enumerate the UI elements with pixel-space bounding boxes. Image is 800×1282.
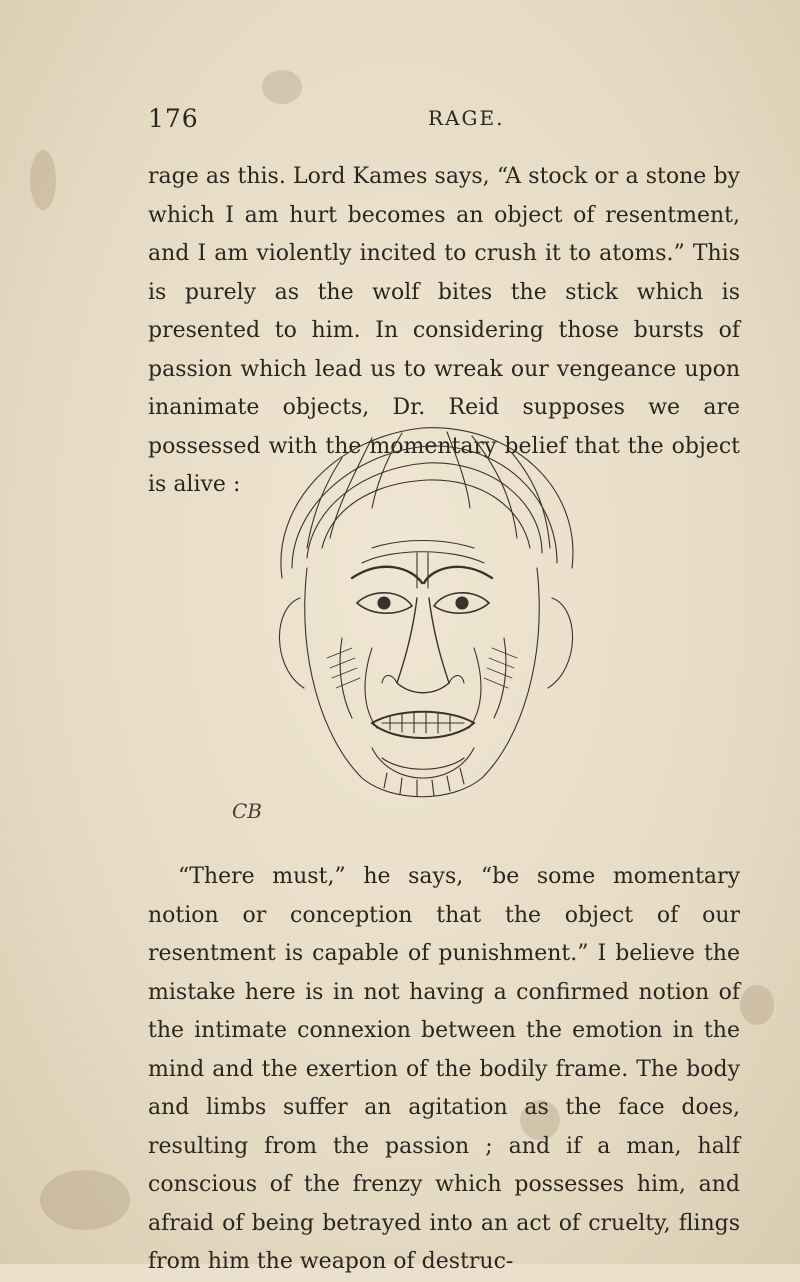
face-illustration bbox=[212, 398, 632, 828]
running-head: RAGE. bbox=[428, 106, 505, 130]
paper-stain bbox=[40, 1170, 130, 1230]
paragraph-2: “There must,” he says, “be some momentary notion or conception that the object of our resentment is capable of punishment.” I believe the mistake here is in not having a confirmed notion of the intimate connexion between the emotion in the mind and the exertion of the bodily frame. The body and limbs suffer an agitation as the face does, resulting from the passion ; and if a man, half conscious of the frenzy which possesses him, and afraid of being betrayed into an act of cruelty, flings from him the weapon of destruc- bbox=[148, 864, 740, 1274]
paper-stain bbox=[262, 70, 302, 104]
engraver-monogram: CB bbox=[232, 799, 262, 823]
page-header bbox=[148, 104, 648, 134]
engraving-rage-face bbox=[212, 398, 632, 828]
paper-stain bbox=[30, 150, 56, 210]
paragraph-1: rage as this. Lord Kames says, “A stock or a stone by which I am hurt becomes an object of resentment, and I am violently incited to crush it to atoms.” This is purely as the wolf bites the stick which is presented to him. In considering those bursts of passion which lead us to wreak our vengeance upon inanimate objects, Dr. Reid supposes we are possessed with the momentary belief that the object is alive : bbox=[148, 164, 740, 497]
paper-stain bbox=[740, 985, 774, 1025]
page-number: 176 bbox=[148, 104, 199, 133]
